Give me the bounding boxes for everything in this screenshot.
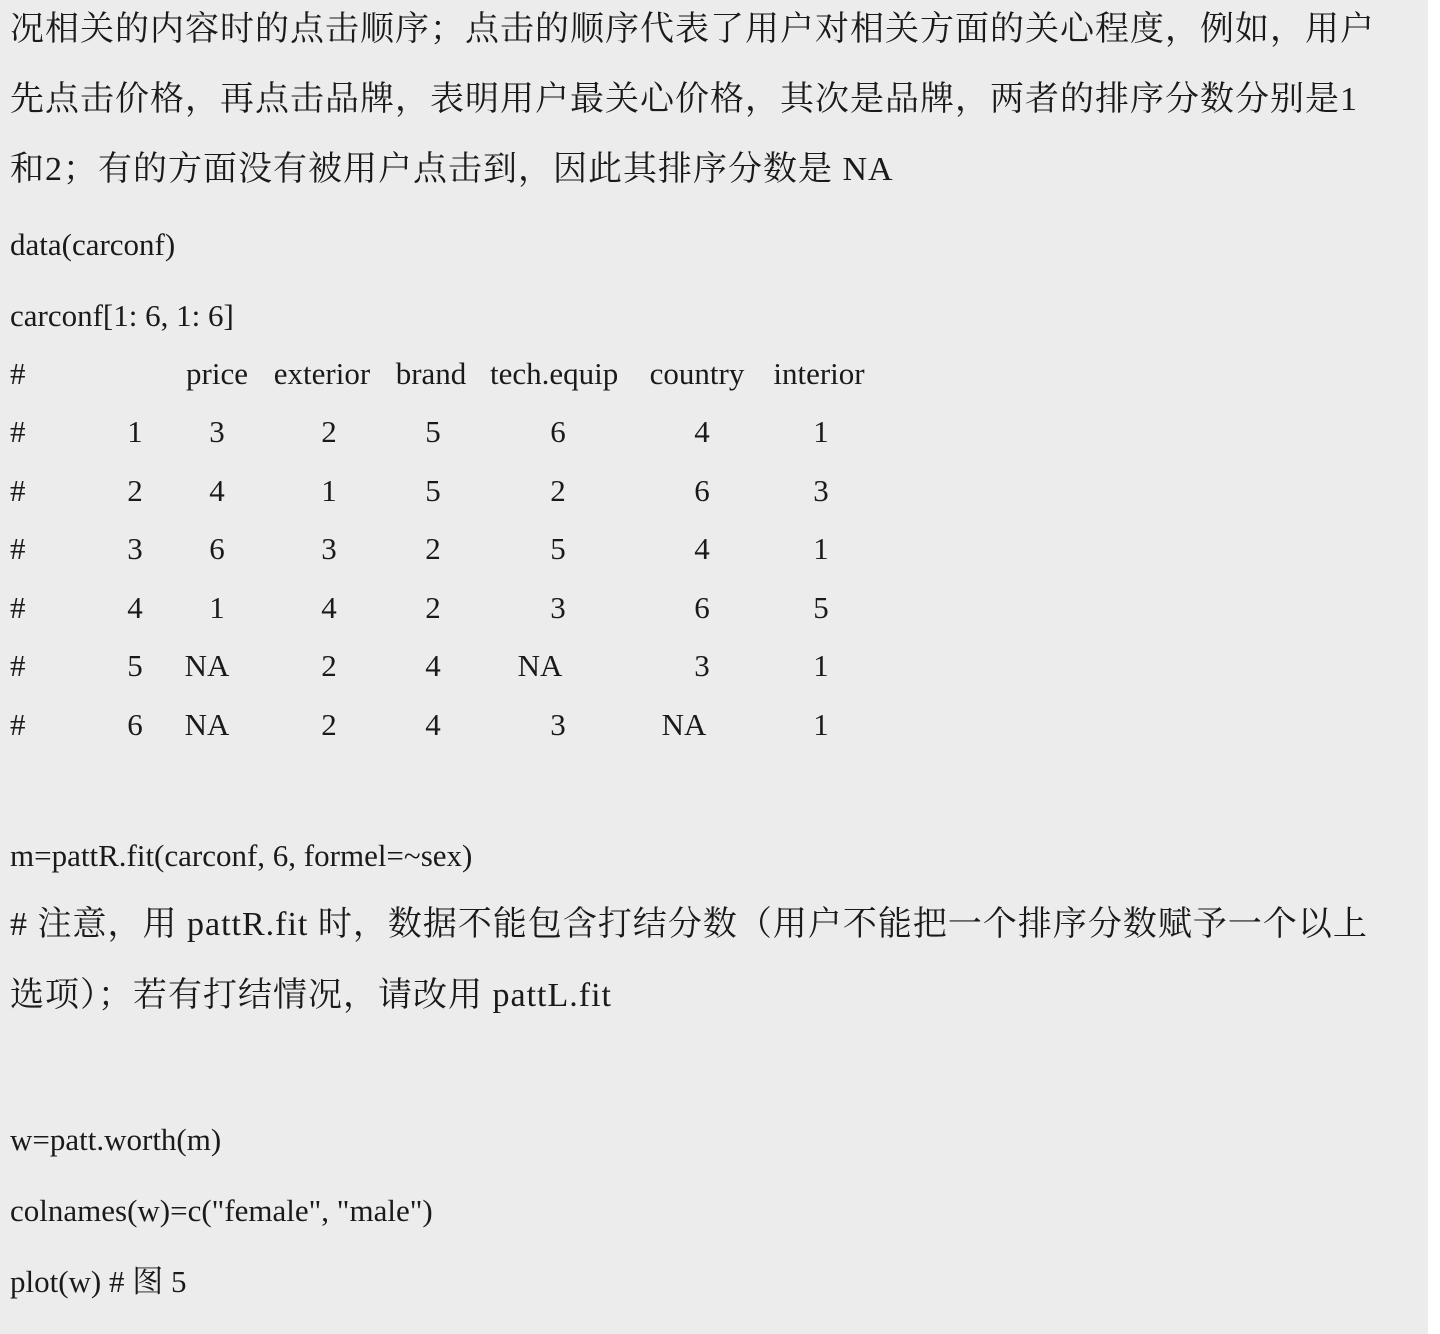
table-cell: 5 [425, 414, 441, 449]
table-row-id: 1 [127, 414, 143, 449]
table-column-header: brand [395, 356, 467, 391]
table-cell: 2 [425, 531, 441, 567]
table-cell: 3 [550, 589, 566, 625]
table-cell: 4 [425, 707, 441, 742]
table-cell: 5 [425, 472, 441, 508]
table-cell: 6 [550, 414, 566, 449]
table-cell: 6 [694, 472, 710, 508]
paragraph-line-2: 先点击价格，再点击品牌，表明用户最关心价格，其次是品牌，两者的排序分数分别是1 [10, 81, 1358, 118]
table-cell: 2 [425, 589, 441, 625]
table-cell: NA [517, 648, 563, 684]
table-column-header: price [186, 356, 248, 391]
code-colnames: colnames(w)=c("female", "male") [10, 1193, 433, 1228]
table-column-header: tech.equip [490, 356, 619, 391]
table-cell: 3 [550, 707, 566, 742]
code-patt-worth: w=patt.worth(m) [10, 1122, 222, 1157]
table-cell: 3 [321, 531, 337, 567]
table-cell: 2 [550, 472, 566, 508]
table-row-id: 2 [127, 472, 143, 508]
table-cell: 2 [321, 707, 337, 742]
note-line-2: 选项）；若有打结情况，请改用 pattL.fit [10, 977, 612, 1014]
table-cell: 1 [813, 414, 829, 449]
table-column-header: interior [773, 356, 865, 391]
table-row-id: 4 [127, 589, 143, 625]
table-cell: 5 [550, 531, 566, 567]
table-row-comment: # [10, 414, 26, 449]
paragraph-line-1: 况相关的内容时的点击顺序；点击的顺序代表了用户对相关方面的关心程度，例如，用户 [10, 11, 1375, 48]
code-data-call: data(carconf) [10, 227, 176, 262]
code-carconf-subset: carconf[1: 6, 1: 6] [10, 298, 234, 333]
table-cell: NA [661, 707, 707, 742]
code-pattr-fit: m=pattR.fit(carconf, 6, formel=~sex) [10, 838, 473, 873]
table-row-comment: # [10, 589, 26, 625]
paragraph-line-3: 和2；有的方面没有被用户点击到，因此其排序分数是 NA [10, 151, 894, 188]
table-cell: 4 [694, 531, 710, 567]
table-cell: NA [184, 648, 230, 684]
table-cell: 3 [209, 414, 225, 449]
table-row-id: 6 [127, 707, 143, 742]
table-cell: NA [184, 707, 230, 742]
table-row-comment: # [10, 472, 26, 508]
table-cell: 4 [209, 472, 225, 508]
table-cell: 4 [425, 648, 441, 684]
table-row-id: 3 [127, 531, 143, 567]
table-cell: 1 [209, 589, 225, 625]
table-column-header: country [649, 356, 745, 391]
table-cell: 1 [813, 531, 829, 567]
table-row-comment: # [10, 648, 26, 684]
table-cell: 1 [321, 472, 337, 508]
table-cell: 1 [813, 707, 829, 742]
table-row-id: 5 [127, 648, 143, 684]
table-cell: 2 [321, 414, 337, 449]
table-cell: 6 [209, 531, 225, 567]
table-row-comment: # [10, 531, 26, 567]
note-line-1: # 注意，用 pattR.fit 时，数据不能包含打结分数（用户不能把一个排序分数赋予一个以上 [10, 906, 1368, 943]
table-row-comment: # [10, 707, 26, 742]
table-cell: 3 [813, 472, 829, 508]
table-cell: 4 [694, 414, 710, 449]
table-header-comment: # [10, 356, 26, 391]
table-cell: 5 [813, 589, 829, 625]
table-cell: 6 [694, 589, 710, 625]
table-column-header: exterior [273, 356, 371, 391]
code-plot: plot(w) # 图 5 [10, 1264, 187, 1299]
table-cell: 4 [321, 589, 337, 625]
table-cell: 2 [321, 648, 337, 684]
table-cell: 3 [694, 648, 710, 684]
table-cell: 1 [813, 648, 829, 684]
